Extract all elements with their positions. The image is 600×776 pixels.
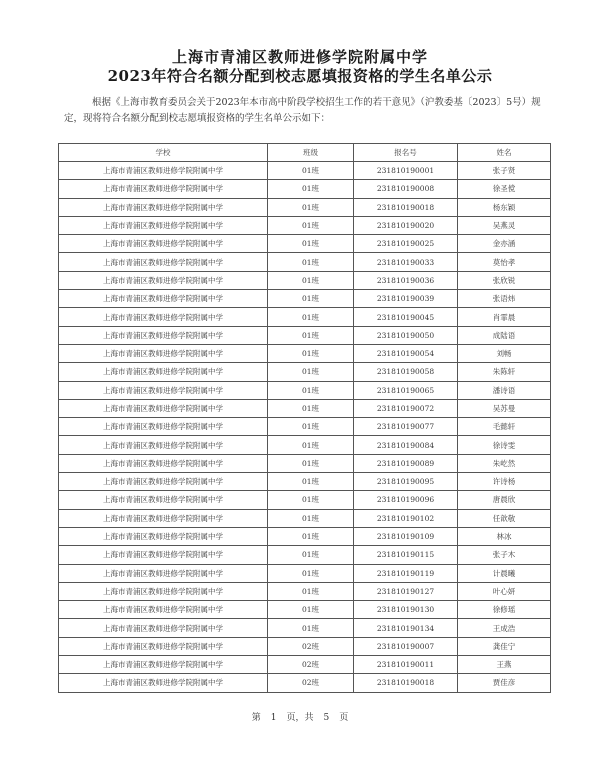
cell-student-name: 杨东颖 [458, 198, 551, 216]
cell-student-name: 徐圣傥 [458, 180, 551, 198]
cell-registration-number: 231810190102 [354, 509, 458, 527]
student-roster-table [58, 143, 551, 693]
cell-class: 01班 [268, 381, 354, 399]
cell-student-name: 王成浩 [458, 619, 551, 637]
cell-student-name: 朱屹然 [458, 454, 551, 472]
header-class: 班级 [268, 144, 354, 162]
cell-class: 01班 [268, 162, 354, 180]
cell-student-name: 唐晨欣 [458, 491, 551, 509]
table-row [59, 656, 551, 674]
cell-student-name: 王燕 [458, 656, 551, 674]
cell-class: 01班 [268, 582, 354, 600]
cell-school: 上海市青浦区教师进修学院附属中学 [59, 253, 268, 271]
cell-registration-number: 231810190025 [354, 235, 458, 253]
cell-student-name: 张子贤 [458, 162, 551, 180]
cell-class: 01班 [268, 290, 354, 308]
document-subtitle: 2023年符合名额分配到校志愿填报资格的学生名单公示 [107, 67, 493, 85]
intro-paragraph: 根据《上海市教育委员会关于2023年本市高中阶段学校招生工作的若干意见》（沪教委基〔2023〕5号）规定，现将符合名额分配到校志愿填报资格的学生名单公示如下： [64, 97, 541, 124]
table-row [59, 290, 551, 308]
header-name: 姓名 [458, 144, 551, 162]
cell-school: 上海市青浦区教师进修学院附属中学 [59, 235, 268, 253]
page-suffix: 页 [339, 713, 349, 723]
cell-class: 02班 [268, 656, 354, 674]
table-row [59, 363, 551, 381]
cell-registration-number: 231810190096 [354, 491, 458, 509]
table-row [59, 180, 551, 198]
cell-school: 上海市青浦区教师进修学院附属中学 [59, 619, 268, 637]
cell-class: 01班 [268, 363, 354, 381]
cell-class: 01班 [268, 601, 354, 619]
cell-registration-number: 231810190119 [354, 564, 458, 582]
cell-class: 01班 [268, 399, 354, 417]
cell-school: 上海市青浦区教师进修学院附属中学 [59, 527, 268, 545]
cell-registration-number: 231810190109 [354, 527, 458, 545]
cell-registration-number: 231810190115 [354, 546, 458, 564]
table-row [59, 491, 551, 509]
cell-student-name: 毛懿轩 [458, 418, 551, 436]
cell-registration-number: 231810190008 [354, 180, 458, 198]
page-number: 1 [270, 713, 277, 723]
table-row [59, 344, 551, 362]
cell-student-name: 刘畅 [458, 344, 551, 362]
table-row [59, 527, 551, 545]
cell-class: 01班 [268, 454, 354, 472]
cell-school: 上海市青浦区教师进修学院附属中学 [59, 162, 268, 180]
cell-school: 上海市青浦区教师进修学院附属中学 [59, 271, 268, 289]
cell-school: 上海市青浦区教师进修学院附属中学 [59, 546, 268, 564]
page-prefix: 第 [251, 713, 261, 723]
table-body [59, 162, 551, 693]
cell-student-name: 贾佳彦 [458, 674, 551, 692]
page-total: 5 [323, 713, 330, 723]
cell-registration-number: 231810190130 [354, 601, 458, 619]
cell-class: 01班 [268, 198, 354, 216]
cell-school: 上海市青浦区教师进修学院附属中学 [59, 290, 268, 308]
cell-student-name: 计晨曦 [458, 564, 551, 582]
cell-student-name: 莫怡孝 [458, 253, 551, 271]
cell-registration-number: 231810190039 [354, 290, 458, 308]
cell-class: 01班 [268, 418, 354, 436]
cell-student-name: 龚佳宁 [458, 637, 551, 655]
cell-school: 上海市青浦区教师进修学院附属中学 [59, 344, 268, 362]
cell-student-name: 任歆敬 [458, 509, 551, 527]
cell-student-name: 朱陈轩 [458, 363, 551, 381]
cell-class: 01班 [268, 308, 354, 326]
cell-school: 上海市青浦区教师进修学院附属中学 [59, 582, 268, 600]
table-row [59, 271, 551, 289]
table-row [59, 436, 551, 454]
cell-student-name: 张语炜 [458, 290, 551, 308]
cell-registration-number: 231810190001 [354, 162, 458, 180]
cell-school: 上海市青浦区教师进修学院附属中学 [59, 656, 268, 674]
table-row [59, 454, 551, 472]
cell-registration-number: 231810190072 [354, 399, 458, 417]
cell-class: 01班 [268, 546, 354, 564]
cell-school: 上海市青浦区教师进修学院附属中学 [59, 473, 268, 491]
cell-student-name: 许诗杨 [458, 473, 551, 491]
cell-school: 上海市青浦区教师进修学院附属中学 [59, 454, 268, 472]
page-middle: 页，共 [286, 713, 314, 723]
cell-school: 上海市青浦区教师进修学院附属中学 [59, 601, 268, 619]
table-row [59, 198, 551, 216]
table-row [59, 582, 551, 600]
cell-class: 01班 [268, 491, 354, 509]
cell-registration-number: 231810190089 [354, 454, 458, 472]
cell-student-name: 吴苏曼 [458, 399, 551, 417]
cell-student-name: 叶心妍 [458, 582, 551, 600]
table-row [59, 381, 551, 399]
cell-registration-number: 231810190036 [354, 271, 458, 289]
cell-school: 上海市青浦区教师进修学院附属中学 [59, 674, 268, 692]
cell-school: 上海市青浦区教师进修学院附属中学 [59, 363, 268, 381]
cell-registration-number: 231810190065 [354, 381, 458, 399]
cell-registration-number: 231810190058 [354, 363, 458, 381]
cell-school: 上海市青浦区教师进修学院附属中学 [59, 216, 268, 234]
table-row [59, 253, 551, 271]
cell-class: 01班 [268, 527, 354, 545]
cell-registration-number: 231810190020 [354, 216, 458, 234]
cell-registration-number: 231810190045 [354, 308, 458, 326]
cell-class: 01班 [268, 344, 354, 362]
table-row [59, 235, 551, 253]
cell-class: 01班 [268, 180, 354, 198]
table-row [59, 326, 551, 344]
cell-school: 上海市青浦区教师进修学院附属中学 [59, 564, 268, 582]
cell-registration-number: 231810190018 [354, 198, 458, 216]
cell-registration-number: 231810190054 [354, 344, 458, 362]
cell-class: 01班 [268, 619, 354, 637]
cell-student-name: 张子木 [458, 546, 551, 564]
cell-student-name: 吴燕灵 [458, 216, 551, 234]
cell-class: 02班 [268, 674, 354, 692]
cell-class: 01班 [268, 564, 354, 582]
cell-class: 01班 [268, 326, 354, 344]
cell-school: 上海市青浦区教师进修学院附属中学 [59, 399, 268, 417]
cell-registration-number: 231810190011 [354, 656, 458, 674]
table-row [59, 619, 551, 637]
cell-registration-number: 231810190050 [354, 326, 458, 344]
cell-class: 01班 [268, 271, 354, 289]
table-row [59, 399, 551, 417]
table-row [59, 637, 551, 655]
table-row [59, 308, 551, 326]
cell-school: 上海市青浦区教师进修学院附属中学 [59, 180, 268, 198]
cell-school: 上海市青浦区教师进修学院附属中学 [59, 198, 268, 216]
cell-school: 上海市青浦区教师进修学院附属中学 [59, 436, 268, 454]
cell-class: 01班 [268, 509, 354, 527]
table-header-row [59, 144, 551, 162]
cell-registration-number: 231810190077 [354, 418, 458, 436]
table-row [59, 162, 551, 180]
cell-school: 上海市青浦区教师进修学院附属中学 [59, 308, 268, 326]
cell-school: 上海市青浦区教师进修学院附属中学 [59, 509, 268, 527]
table-row [59, 418, 551, 436]
cell-school: 上海市青浦区教师进修学院附属中学 [59, 637, 268, 655]
table-row [59, 473, 551, 491]
cell-school: 上海市青浦区教师进修学院附属中学 [59, 418, 268, 436]
cell-student-name: 林冰 [458, 527, 551, 545]
table-row [59, 216, 551, 234]
cell-school: 上海市青浦区教师进修学院附属中学 [59, 381, 268, 399]
cell-class: 02班 [268, 637, 354, 655]
cell-student-name: 成陆语 [458, 326, 551, 344]
cell-class: 01班 [268, 235, 354, 253]
cell-class: 01班 [268, 253, 354, 271]
header-school: 学校 [59, 144, 268, 162]
cell-school: 上海市青浦区教师进修学院附属中学 [59, 491, 268, 509]
table-row [59, 509, 551, 527]
cell-registration-number: 231810190095 [354, 473, 458, 491]
table-row [59, 564, 551, 582]
cell-registration-number: 231810190127 [354, 582, 458, 600]
cell-student-name: 肖霏晨 [458, 308, 551, 326]
cell-registration-number: 231810190084 [354, 436, 458, 454]
cell-student-name: 徐修瑶 [458, 601, 551, 619]
cell-class: 01班 [268, 216, 354, 234]
cell-student-name: 潘诗语 [458, 381, 551, 399]
cell-registration-number: 231810190134 [354, 619, 458, 637]
page-footer [0, 710, 600, 723]
cell-registration-number: 231810190007 [354, 637, 458, 655]
header-registration-number: 报名号 [354, 144, 458, 162]
table-row [59, 674, 551, 692]
cell-registration-number: 231810190018 [354, 674, 458, 692]
cell-student-name: 张欣锐 [458, 271, 551, 289]
cell-student-name: 金亦涵 [458, 235, 551, 253]
table-row [59, 546, 551, 564]
cell-registration-number: 231810190033 [354, 253, 458, 271]
document-title: 上海市青浦区教师进修学院附属中学 [171, 48, 428, 66]
cell-student-name: 徐诗雯 [458, 436, 551, 454]
table-row [59, 601, 551, 619]
cell-class: 01班 [268, 436, 354, 454]
cell-school: 上海市青浦区教师进修学院附属中学 [59, 326, 268, 344]
cell-class: 01班 [268, 473, 354, 491]
